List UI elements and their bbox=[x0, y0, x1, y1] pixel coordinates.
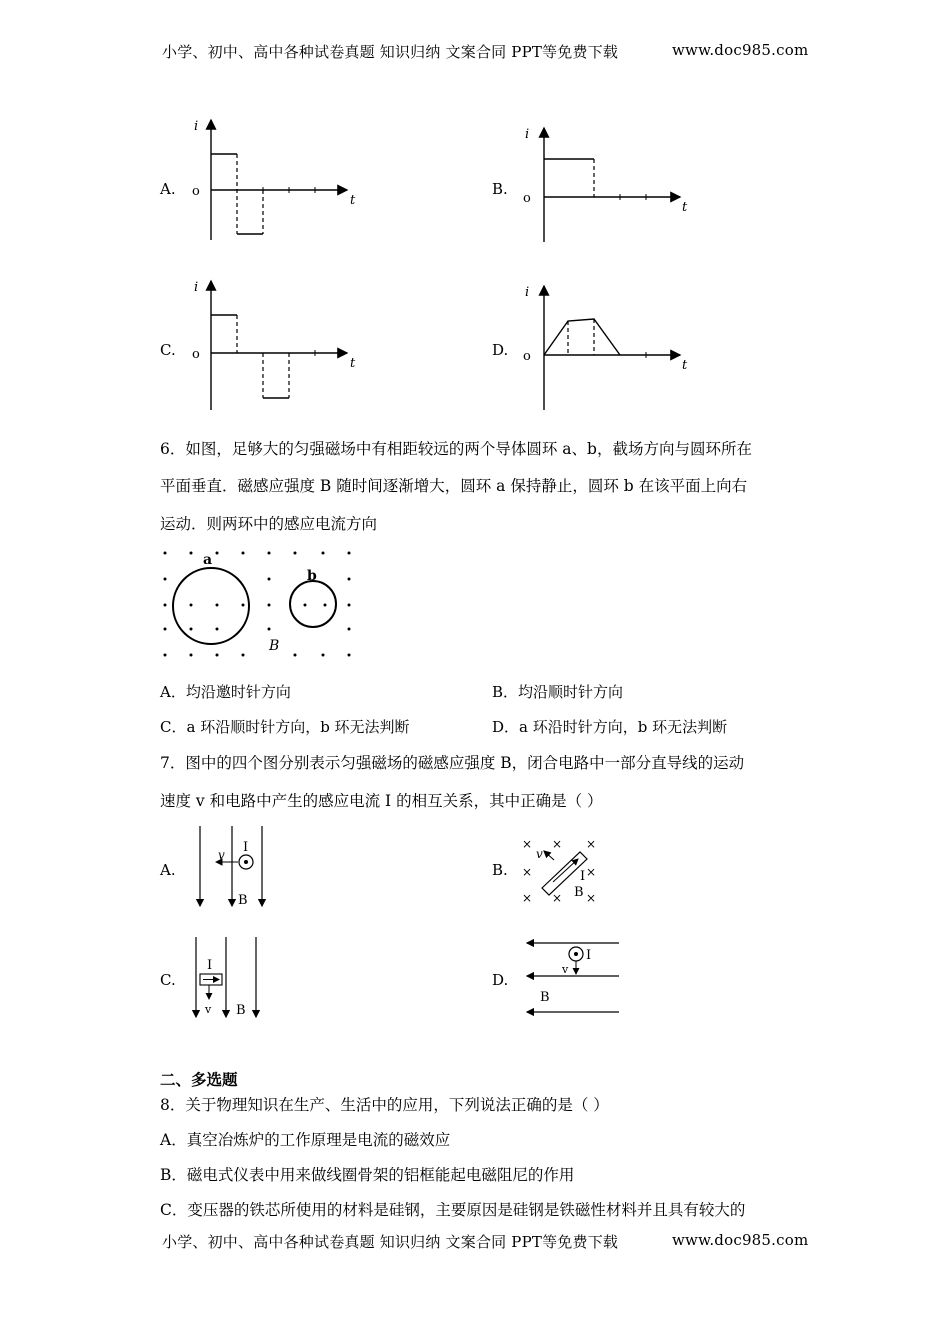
q5-a-i: i bbox=[194, 119, 199, 134]
q6-option-d: D．a 环沿时针方向，b 环无法判断 bbox=[492, 718, 728, 736]
header-right: www.doc985.com bbox=[672, 41, 809, 59]
q7-stem-line2: 速度 v 和电路中产生的感应电流 I 的相互关系，其中正确是（ ） bbox=[160, 792, 603, 810]
q7-label-a: A. bbox=[160, 861, 176, 879]
q6-label-b: b bbox=[307, 568, 317, 584]
q7-b-B: B bbox=[574, 885, 584, 900]
q6-stem-line3: 运动．则两环中的感应电流方向 bbox=[160, 515, 378, 533]
q6-label-field: B bbox=[269, 638, 280, 654]
section-title: 二、多选题 bbox=[160, 1071, 238, 1089]
q5-c-i: i bbox=[194, 280, 199, 295]
q7-d-B: B bbox=[540, 990, 550, 1005]
footer-right: www.doc985.com bbox=[672, 1231, 809, 1249]
svg-text:×: × bbox=[522, 837, 533, 851]
svg-text:×: × bbox=[552, 837, 563, 851]
q8-stem: 8．关于物理知识在生产、生活中的应用，下列说法正确的是（ ） bbox=[160, 1096, 609, 1114]
q8-option-c: C．变压器的铁芯所使用的材料是硅钢，主要原因是硅钢是铁磁性材料并且具有较大的 bbox=[160, 1201, 746, 1219]
q5-graph-b bbox=[518, 122, 698, 247]
q5-d-i: i bbox=[525, 285, 530, 300]
q6-option-a: A．均沿邀时针方向 bbox=[160, 683, 291, 701]
q5-c-t: t bbox=[350, 356, 356, 371]
svg-text:×: × bbox=[522, 865, 533, 879]
svg-text:×: × bbox=[586, 837, 597, 851]
q5-a-t: t bbox=[350, 193, 356, 208]
q7-label-b: B. bbox=[492, 861, 508, 879]
q7-label-c: C. bbox=[160, 971, 176, 989]
q7-c-B: B bbox=[236, 1003, 246, 1018]
q5-graph-c bbox=[185, 275, 365, 410]
svg-text:×: × bbox=[552, 891, 563, 905]
q6-option-b: B．均沿顺时针方向 bbox=[492, 683, 624, 701]
q7-b-I: I bbox=[580, 869, 586, 884]
q7-b-v: v bbox=[536, 847, 543, 861]
q6-figure bbox=[155, 545, 360, 665]
q7-d-v: v bbox=[562, 963, 569, 976]
q5-b-o: o bbox=[523, 191, 531, 206]
q7-a-B: B bbox=[238, 893, 248, 908]
q8-option-b: B．磁电式仪表中用来做线圈骨架的铝框能起电磁阻尼的作用 bbox=[160, 1166, 575, 1184]
q7-label-d: D. bbox=[492, 971, 509, 989]
q7-stem-line1: 7．图中的四个图分别表示匀强磁场的磁感应强度 B，闭合电路中一部分直导线的运动 bbox=[160, 754, 745, 772]
svg-text:×: × bbox=[522, 891, 533, 905]
header-left: 小学、初中、高中各种试卷真题 知识归纳 文案合同 PPT等免费下载 bbox=[162, 43, 619, 61]
q7-c-v: v bbox=[205, 1003, 212, 1016]
q5-b-i: i bbox=[525, 127, 530, 142]
q5-label-c: C. bbox=[160, 341, 176, 359]
q6-ring-a bbox=[173, 568, 249, 644]
q5-c-o: o bbox=[192, 347, 200, 362]
q7-d-I: I bbox=[586, 948, 592, 963]
q5-label-d: D. bbox=[492, 341, 509, 359]
q7-figure-a bbox=[190, 826, 280, 911]
q5-b-t: t bbox=[682, 200, 688, 215]
q5-d-o: o bbox=[523, 349, 531, 364]
footer-left: 小学、初中、高中各种试卷真题 知识归纳 文案合同 PPT等免费下载 bbox=[162, 1233, 619, 1251]
q5-a-o: o bbox=[192, 184, 200, 199]
q7-c-I: I bbox=[207, 958, 213, 973]
q8-option-a: A．真空冶炼炉的工作原理是电流的磁效应 bbox=[160, 1131, 451, 1149]
q6-label-a: a bbox=[203, 552, 213, 568]
q5-label-b: B. bbox=[492, 180, 508, 198]
q7-a-v: v bbox=[218, 848, 225, 862]
q7-figure-b bbox=[520, 836, 605, 906]
q6-option-c: C．a 环沿顺时针方向，b 环无法判断 bbox=[160, 718, 410, 736]
q5-graph-d bbox=[518, 282, 698, 412]
q5-d-t: t bbox=[682, 358, 688, 373]
q7-figure-c bbox=[190, 937, 270, 1022]
q5-label-a: A. bbox=[160, 180, 176, 198]
q7-figure-d bbox=[524, 937, 624, 1022]
q7-a-I: I bbox=[243, 840, 249, 855]
q5-graph-a bbox=[185, 112, 365, 247]
q6-stem-line1: 6．如图，足够大的匀强磁场中有相距较远的两个导体圆环 a、b，截场方向与圆环所在 bbox=[160, 440, 752, 458]
q6-stem-line2: 平面垂直．磁感应强度 B 随时间逐渐增大，圆环 a 保持静止，圆环 b 在该平面上向右 bbox=[160, 477, 748, 495]
q6-ring-b bbox=[290, 581, 336, 627]
svg-text:×: × bbox=[586, 891, 597, 905]
svg-text:×: × bbox=[586, 865, 597, 879]
